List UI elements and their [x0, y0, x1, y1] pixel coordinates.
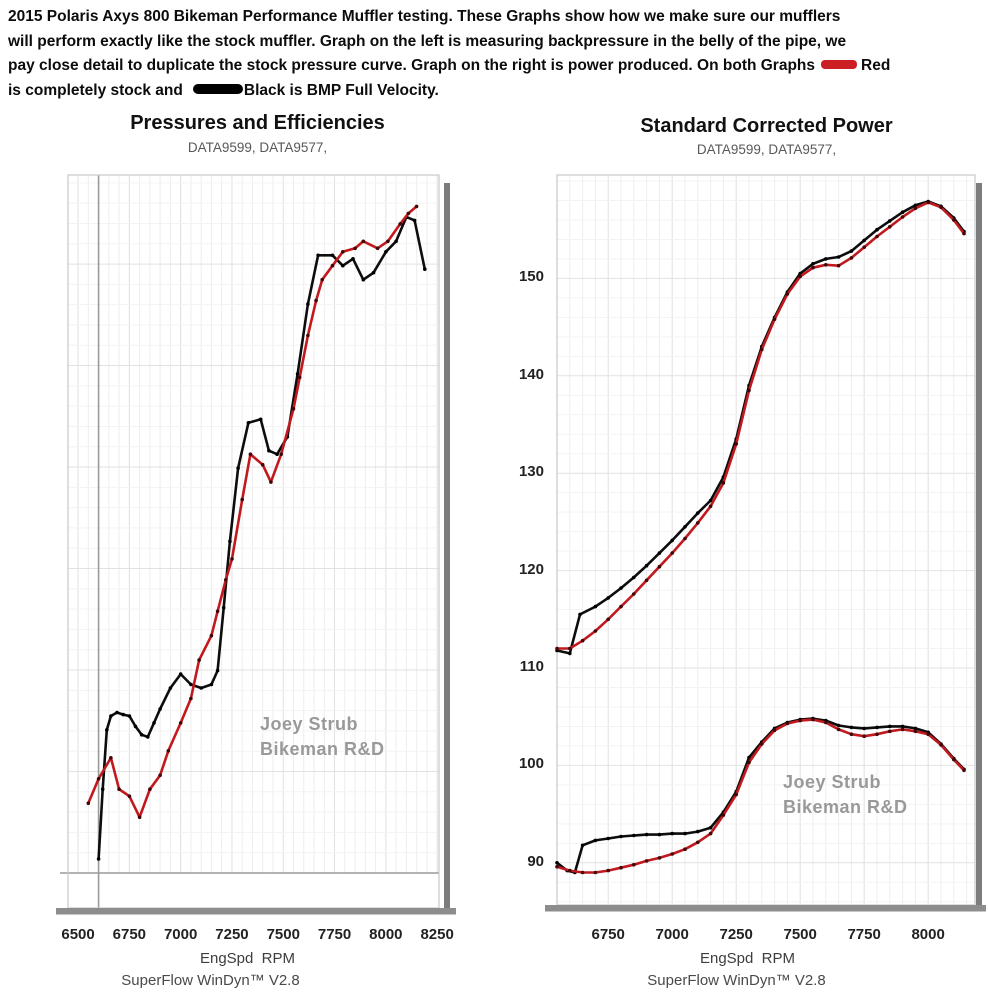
chart-power-watermark: Joey Strub Bikeman R&D [783, 772, 908, 817]
chart-power-subtitle: DATA9599, DATA9577, [696, 142, 837, 157]
chart-power-title: Standard Corrected Power [640, 115, 893, 137]
x-tick-label: 7750 [317, 926, 352, 943]
x-tick-label: 6500 [61, 926, 95, 943]
x-tick-label: 8000 [369, 926, 403, 943]
chart-power-x-axis-label: EngSpd RPM [699, 950, 796, 967]
x-tick-label: 7000 [655, 926, 689, 943]
x-tick-label: 7000 [163, 926, 198, 943]
chart-pressures-watermark: Joey Strub Bikeman R&D [260, 714, 385, 759]
intro-line-4: is completely stock and Black is BMP Full Velocity. [8, 81, 439, 99]
y-tick-label: 90 [527, 852, 544, 870]
intro-line-3: pay close detail to duplicate the stock pressure curve. Graph on the right is power produced. On both Graphs Red [8, 57, 891, 74]
legend-red-swatch-icon [821, 60, 857, 69]
intro-text [8, 5, 984, 103]
chart-pressures-subtitle: DATA9599, DATA9577, [187, 140, 328, 155]
x-tick-label: 6750 [591, 926, 625, 943]
chart-pressures-footer: SuperFlow WinDyn™ V2.8 [121, 972, 300, 989]
intro-line-2: will perform exactly like the stock muffler. Graph on the left is measuring backpressure in the belly of the pipe, we [8, 32, 847, 50]
x-tick-label: 7250 [719, 926, 753, 943]
chart-pressures-plot [55, 170, 460, 930]
intro-line-1: 2015 Polaris Axys 800 Bikeman Performance Muffler testing. These Graphs show how we make sure our mufflers [8, 8, 841, 25]
chart-pressures-x-axis-label: EngSpd RPM [199, 950, 296, 967]
x-tick-label: 7500 [266, 926, 300, 943]
x-tick-label: 8250 [420, 926, 454, 943]
y-tick-label: 100 [518, 755, 544, 773]
x-tick-label: 7500 [783, 926, 817, 943]
chart-pressures-title: Pressures and Efficiencies [130, 112, 385, 134]
y-tick-label: 130 [518, 463, 544, 481]
x-tick-label: 7750 [847, 926, 881, 943]
chart-power-plot [545, 170, 988, 930]
y-tick-label: 110 [519, 658, 544, 675]
x-tick-label: 8000 [911, 926, 945, 943]
y-tick-label: 140 [518, 365, 544, 383]
x-tick-label: 7250 [215, 926, 249, 943]
y-tick-label: 120 [518, 560, 544, 578]
y-tick-label: 150 [518, 268, 544, 286]
chart-power-footer: SuperFlow WinDyn™ V2.8 [647, 972, 826, 989]
x-tick-label: 6750 [112, 926, 147, 943]
legend-black-swatch-icon [193, 84, 243, 94]
